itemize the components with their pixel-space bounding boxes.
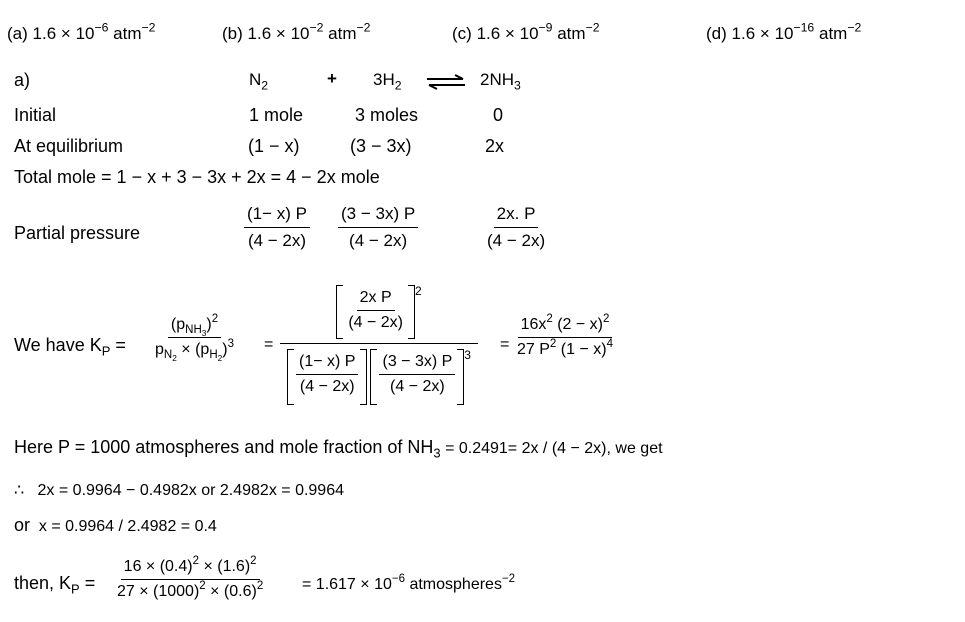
equilibrium-h2: (3 − 3x): [350, 136, 412, 156]
partial-pressure-label: Partial pressure: [14, 223, 141, 243]
initial-h2: 3 moles: [355, 105, 419, 125]
plus-sign: +: [327, 69, 337, 88]
then-kp-fraction: $\frac{16 \times (0.4)^2 \times (1.6)^2}{27 \times (1000)^2 \times (0.6)^2}$: [117, 555, 264, 600]
initial-n2: 1 mole: [249, 105, 304, 125]
kp-final-fraction: $\frac{16x^2 (2 - x)^2}{27 P^2 (1 - x)^4}$: [517, 313, 613, 358]
partial-h2-fraction: $\frac{(3 - 3x) P}{(4 - 2x)}$: [338, 204, 418, 251]
equilibrium-label: At equilibrium: [14, 136, 124, 156]
total-mole-line: Total mole = 1 − x + 3 − 3x + 2x = 4 − 2x mole: [14, 167, 380, 187]
product-nh3: $2NH_3$: [480, 70, 521, 93]
therefore-line: ∴ 2x = 0.9964 − 0.4982x or 2.4982x = 0.9964: [14, 482, 344, 499]
reactant-n2: $N_2$: [249, 70, 269, 93]
reactant-h2: $3H_2$: [373, 70, 402, 93]
kp-partial-fraction: $\frac{(p_{NH_3})^2}{p_{N_2} \times (p_{H_2})^3}$: [155, 313, 234, 363]
or-line: or x = 0.9964 / 2.4982 = 0.4: [14, 515, 217, 535]
equilibrium-nh3: 2x: [485, 136, 505, 156]
partial-nh3-fraction: $\frac{2x. P}{(4 - 2x)}$: [487, 204, 546, 250]
then-kp-result: = $1.617 \times 10^{-6}$ atmospheres$^{-2}$: [302, 573, 516, 593]
option-a: (a) $1.6 \times 10^{-6}$ atm$^{-2}$: [7, 20, 156, 43]
given-values-line: Here P = 1000 atmospheres and mole fraction of $NH_3 = 0.2491= 2x / (4 - 2x)$, we get: [14, 437, 663, 461]
then-kp-lead: then, $K_P$ =: [14, 573, 96, 597]
option-d: (d) $1.6 \times 10^{-16}$ atm$^{-2}$: [706, 20, 862, 43]
kp-equals-2: =: [264, 336, 274, 353]
kp-lead: We have $K_P$ =: [14, 335, 126, 359]
therefore-icon: ∴: [14, 482, 25, 499]
answer-label: a): [14, 70, 31, 90]
kp-bracket-fraction: $\frac{\text{2x P}}{(4 - 2x)}$ $^2$ $\frac{(1- x) P}{(4 - 2x)}$ $\frac{(3 - 3x) P}{(4 - 2x)}$ $^3$: [280, 285, 478, 405]
kp-equals-3: =: [500, 336, 510, 353]
initial-label: Initial: [14, 105, 57, 125]
partial-n2-fraction: $\frac{(1- x) P}{(4 - 2x)}$: [244, 204, 310, 251]
option-c: (c) $1.6 \times 10^{-9}$ atm$^{-2}$: [452, 20, 600, 43]
equilibrium-n2: (1 − x): [248, 136, 300, 156]
initial-nh3: 0: [493, 105, 504, 125]
option-b: (b) $1.6 \times 10^{-2}$ atm$^{-2}$: [222, 20, 371, 43]
equilibrium-arrow-icon: [425, 74, 467, 90]
